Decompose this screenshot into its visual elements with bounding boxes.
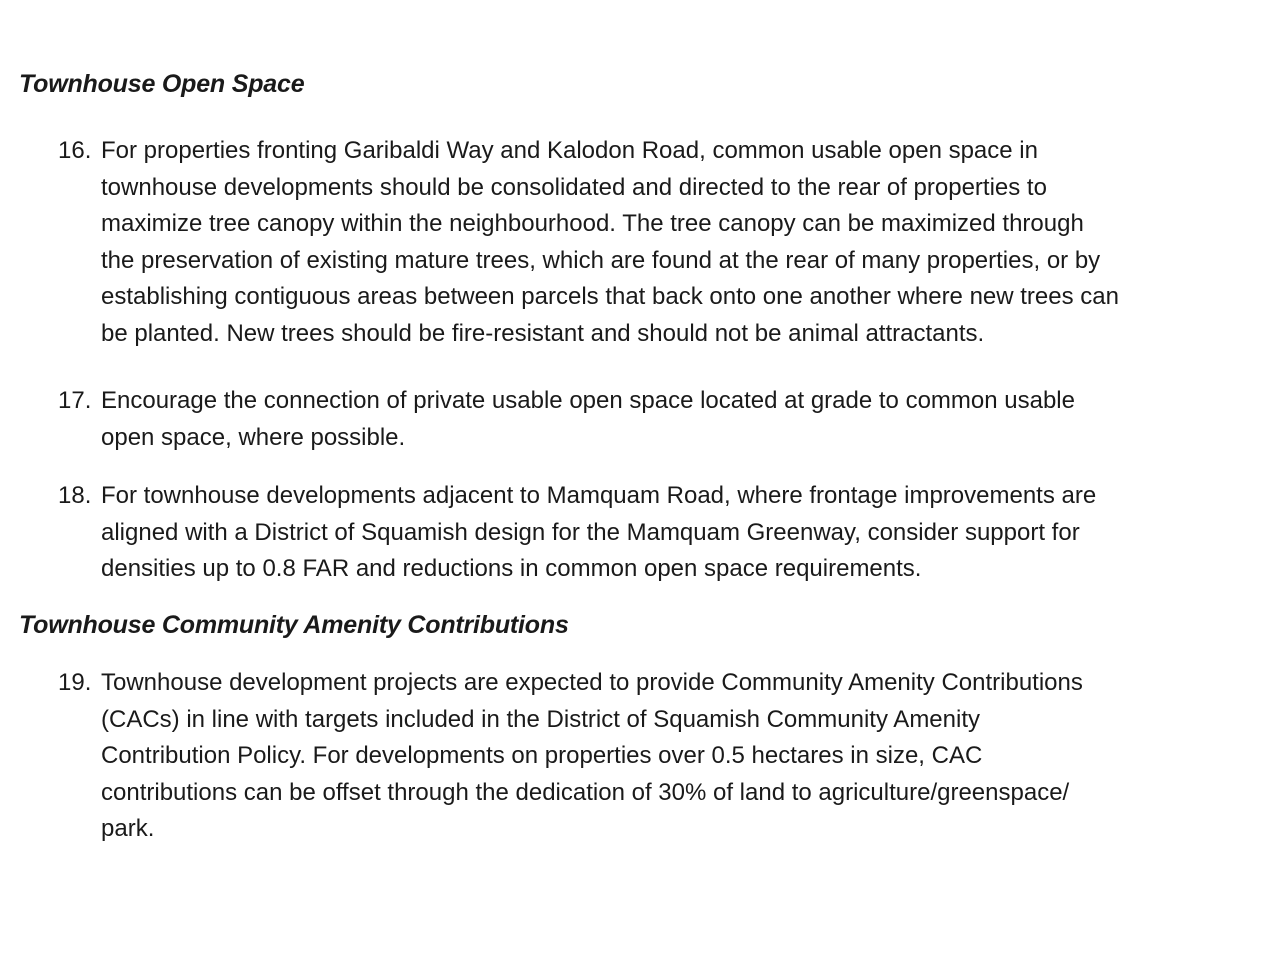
section-heading-open-space: Townhouse Open Space [19, 70, 305, 98]
item-text [101, 478, 1261, 588]
item-number: 18. [58, 482, 92, 509]
text-line: the preservation of existing mature trees, which are found at the rear of many properties, or by [101, 246, 1101, 274]
text-line: Townhouse development projects are expected to provide Community Amenity Contributions [101, 669, 1083, 696]
item-text [101, 665, 1261, 848]
text-line: Contribution Policy. For developments on properties over 0.5 hectares in size, CAC [101, 742, 983, 770]
text-line: maximize tree canopy within the neighbourhood. The tree canopy can be maximized through [101, 210, 1084, 238]
item-number: 16. [58, 137, 92, 164]
text-line: For townhouse developments adjacent to Mamquam Road, where frontage improvements are [101, 482, 1097, 509]
text-line: townhouse developments should be consolidated and directed to the rear of properties to [101, 173, 1047, 201]
item-text [101, 133, 1261, 353]
text-line: park. [101, 815, 155, 843]
text-line: For properties fronting Garibaldi Way and Kalodon Road, common usable open space in [101, 137, 1038, 164]
text-line: be planted. New trees should be fire-resistant and should not be animal attractants. [101, 319, 985, 347]
text-line: open space, where possible. [101, 423, 406, 451]
text-line: densities up to 0.8 FAR and reductions in common open space requirements. [101, 555, 922, 583]
text-line: (CACs) in line with targets included in the District of Squamish Community Amenity [101, 705, 980, 733]
item-number: 19. [58, 669, 92, 696]
section-heading-amenity-contributions: Townhouse Community Amenity Contributions [19, 611, 569, 639]
text-line: establishing contiguous areas between parcels that back onto one another where new trees can [101, 283, 1119, 311]
text-line: aligned with a District of Squamish design for the Mamquam Greenway, consider support for [101, 518, 1080, 546]
item-text [101, 383, 1261, 456]
text-line: Encourage the connection of private usable open space located at grade to common usable [101, 387, 1075, 414]
text-line: contributions can be offset through the dedication of 30% of land to agriculture/greenspace/ [101, 778, 1070, 806]
item-number: 17. [58, 387, 92, 414]
